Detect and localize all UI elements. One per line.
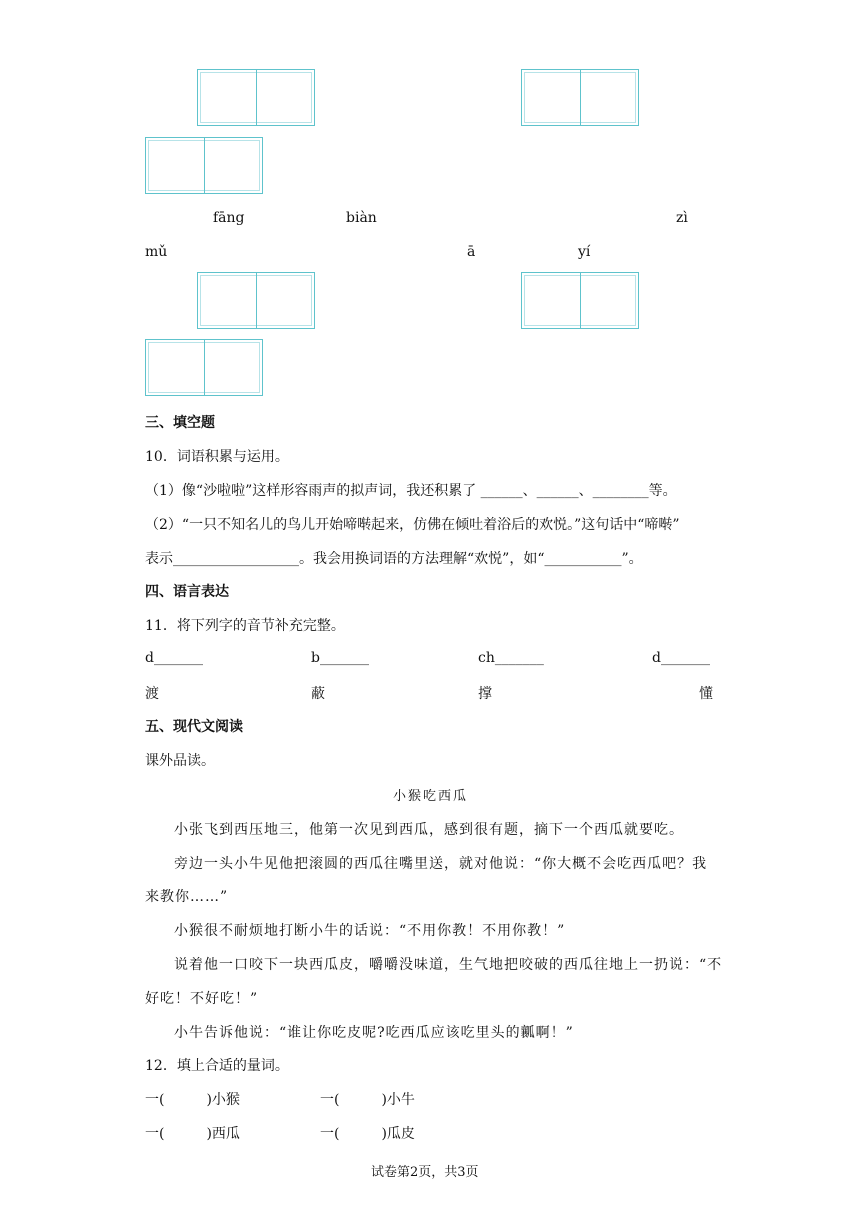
pinyin-bian: biàn xyxy=(346,210,377,226)
question-10-part1: （1）像“沙啦啦”这样形容雨声的拟声词，我还积累了 ______、______、________等。 xyxy=(145,483,677,499)
question-11-title: 11．将下列字的音节补充完整。 xyxy=(145,618,345,634)
syllable-blank: ch_______ xyxy=(478,650,544,666)
question-12-title: 12．填上合适的量词。 xyxy=(145,1058,289,1074)
reading-intro: 课外品读。 xyxy=(145,753,215,769)
passage-title: 小猴吃西瓜 xyxy=(393,789,469,804)
measure-word-item: 一( )小牛 xyxy=(320,1092,415,1108)
measure-word-item: 一( )瓜皮 xyxy=(320,1126,415,1142)
writing-grid-box xyxy=(145,137,263,194)
page-footer: 试卷第2页，共3页 xyxy=(371,1165,479,1180)
pinyin-mu: mǔ xyxy=(145,244,168,260)
writing-grid-box xyxy=(521,272,639,329)
passage-paragraph: 小猴很不耐烦地打断小牛的话说：“不用你教！不用你教！” xyxy=(174,923,566,939)
question-10-part2-line2: 表示__________________。我会用换词语的方法理解“欢悦”，如“___________”。 xyxy=(145,551,643,567)
syllable-blank: b_______ xyxy=(311,650,369,666)
syllable-char: 撑 xyxy=(478,686,492,702)
section-heading-fill-blank: 三、填空题 xyxy=(145,415,215,431)
question-10-part2-line1: （2）“一只不知名儿的鸟儿开始啼啭起来，仿佛在倾吐着浴后的欢悦。”这句话中“啼啭” xyxy=(145,517,680,533)
syllable-char: 蔽 xyxy=(311,686,325,702)
pinyin-yi: yí xyxy=(578,244,591,260)
passage-paragraph: 小牛告诉他说：“谁让你吃皮呢?吃西瓜应该吃里头的瓤啊！” xyxy=(174,1025,574,1041)
question-10-title: 10．词语积累与运用。 xyxy=(145,449,289,465)
pinyin-zi: zì xyxy=(676,210,688,226)
writing-grid-box xyxy=(197,69,315,126)
writing-grid-box xyxy=(521,69,639,126)
passage-paragraph-cont: 来教你……” xyxy=(145,889,229,905)
passage-paragraph: 旁边一头小牛见他把滚圆的西瓜往嘴里送，就对他说：“你大概不会吃西瓜吧？我 xyxy=(174,856,708,872)
writing-grid-box xyxy=(145,339,263,396)
writing-grid-box xyxy=(197,272,315,329)
syllable-char: 渡 xyxy=(145,686,159,702)
measure-word-item: 一( )小猴 xyxy=(145,1092,240,1108)
section-heading-reading: 五、现代文阅读 xyxy=(145,719,243,735)
section-heading-language-expression: 四、语言表达 xyxy=(145,584,229,600)
passage-paragraph: 小张飞到西压地三，他第一次见到西瓜，感到很有题，摘下一个西瓜就要吃。 xyxy=(174,822,684,838)
syllable-blank: d_______ xyxy=(652,650,710,666)
syllable-char: 懂 xyxy=(699,686,713,702)
passage-paragraph-cont: 好吃！不好吃！” xyxy=(145,991,259,1007)
syllable-blank: d_______ xyxy=(145,650,203,666)
passage-paragraph: 说着他一口咬下一块西瓜皮，嚼嚼没味道，生气地把咬破的西瓜往地上一扔说：“不 xyxy=(174,957,723,973)
measure-word-item: 一( )西瓜 xyxy=(145,1126,240,1142)
pinyin-fang: fāng xyxy=(213,210,245,226)
pinyin-a: ā xyxy=(467,244,476,260)
